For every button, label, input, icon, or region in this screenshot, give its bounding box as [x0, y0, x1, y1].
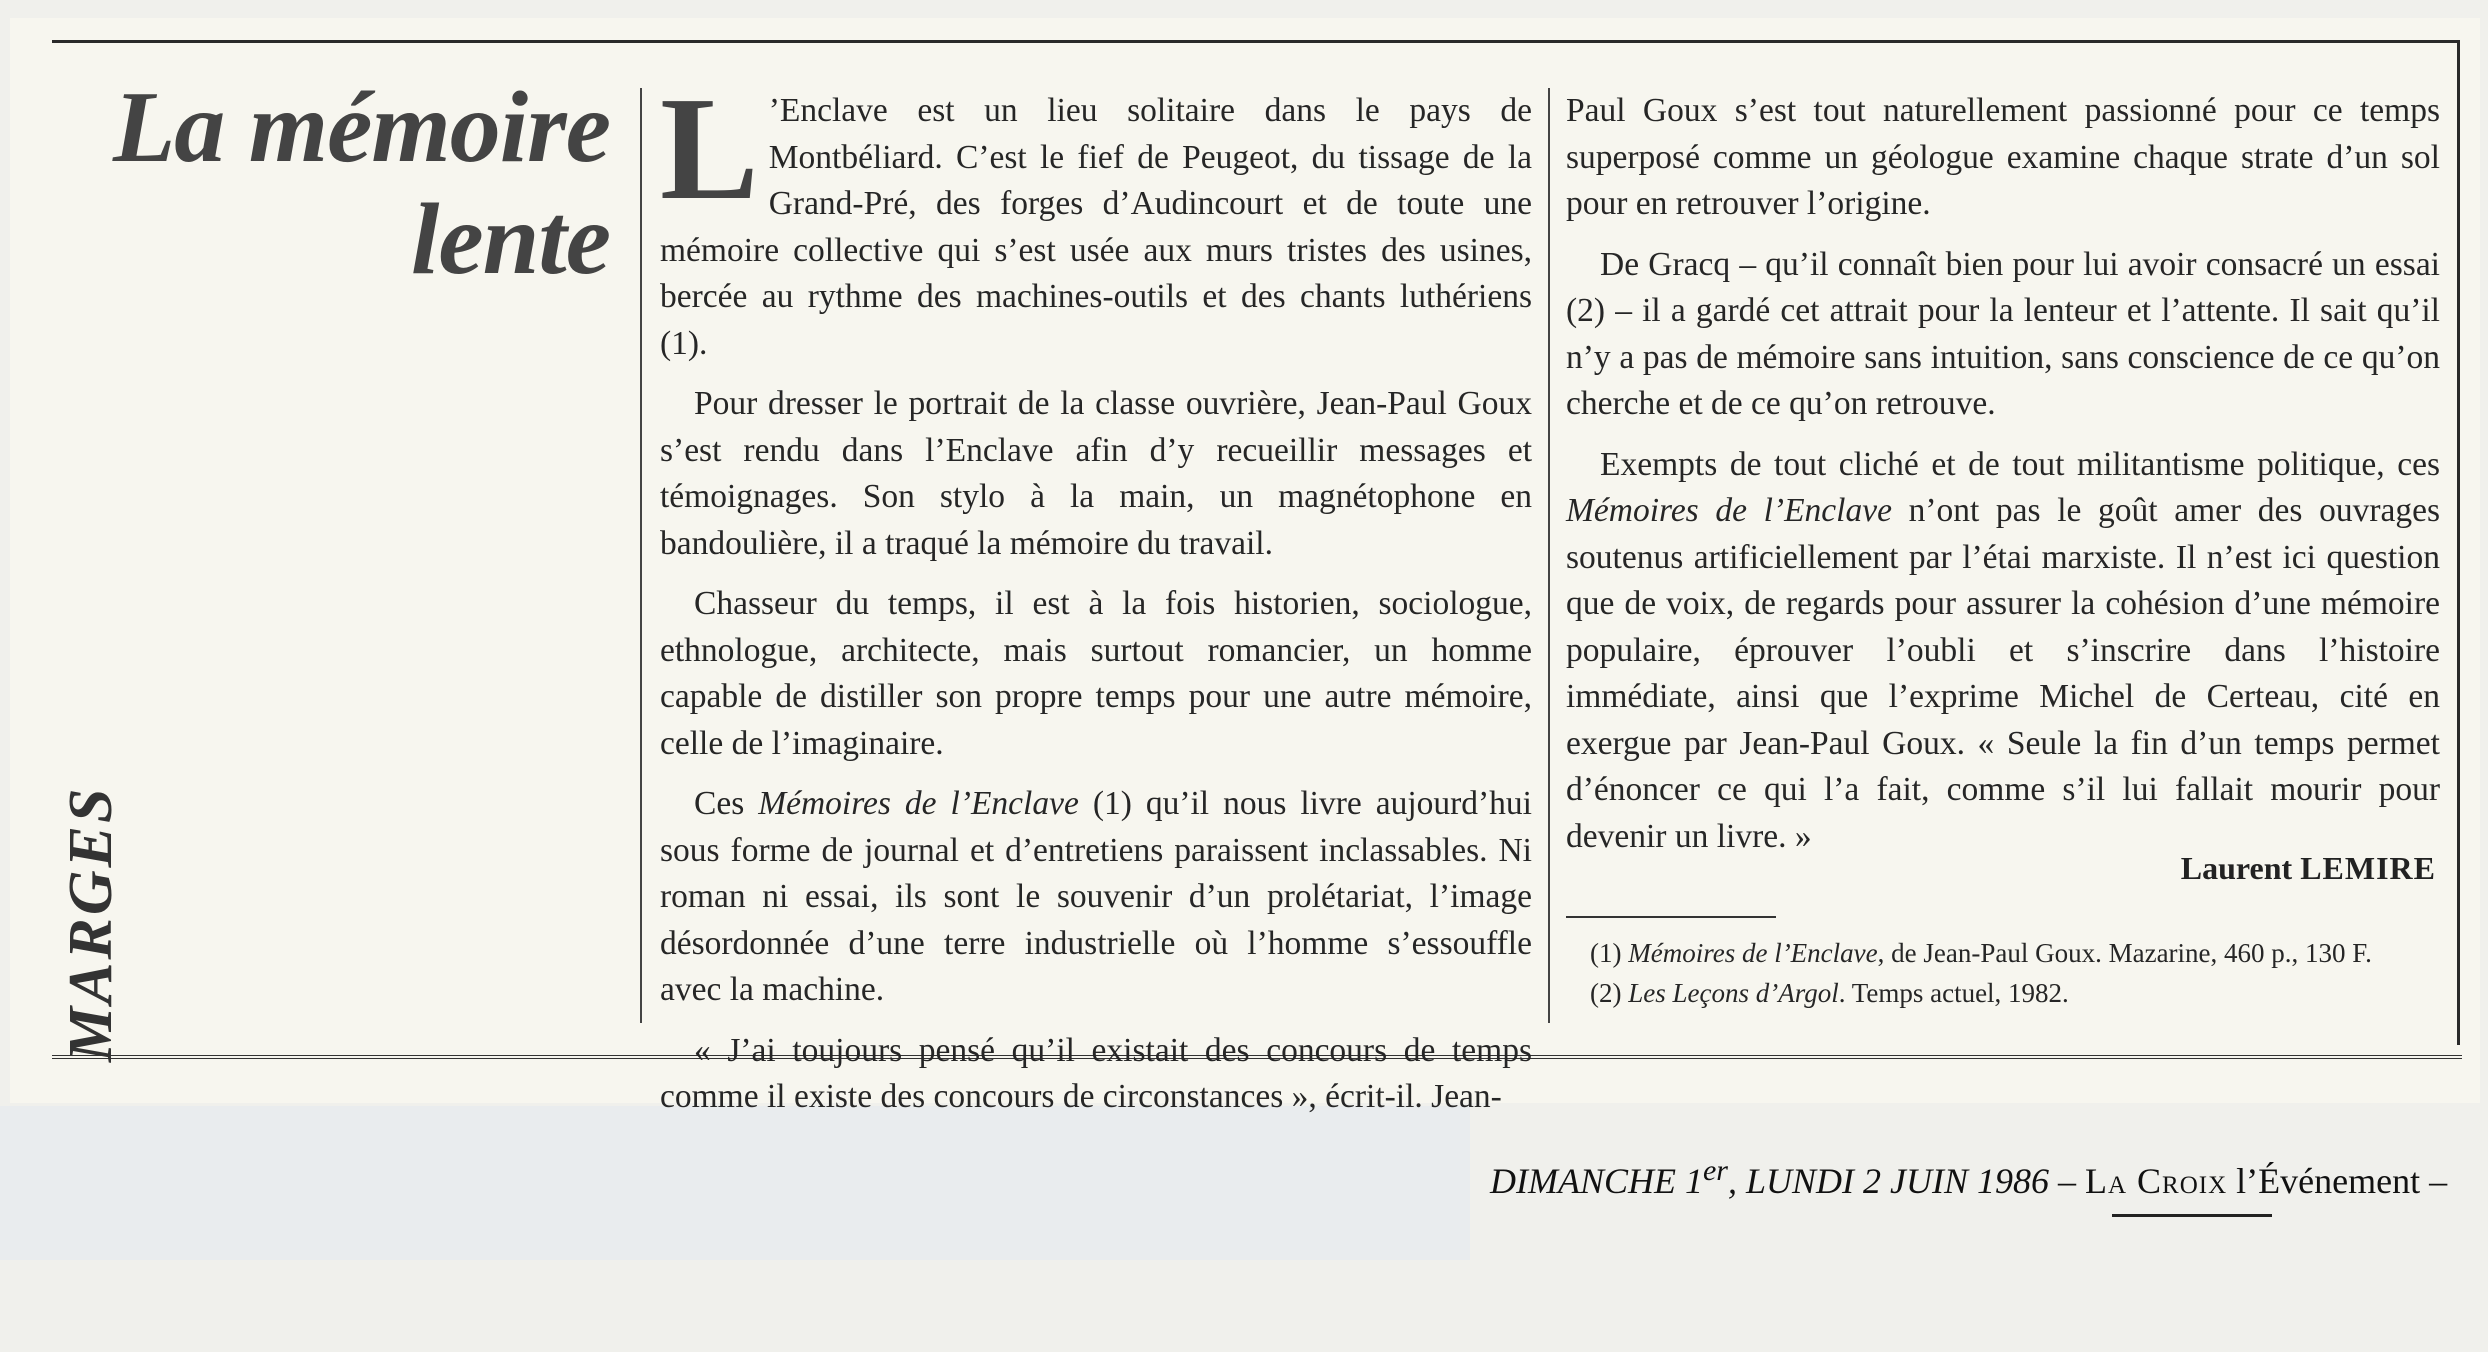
paragraph: Pour dresser le portrait de la classe ouvrière, Jean-Paul Goux s’est rendu dans l’Enclave afin d’y recueillir messages et témoignages. Son stylo à la main, un magnétophone en bandoulière, il a traqué la mémoire du travail. [660, 385, 1532, 562]
headline-line-1: La mémoire [112, 71, 610, 184]
article-column-2 [1566, 88, 2440, 874]
book-title: Mémoires de l’Enclave [1566, 492, 1892, 529]
footer-underline [2112, 1214, 2272, 1217]
book-title: Les Leçons d’Argol [1628, 978, 1839, 1008]
book-title: Mémoires de l’Enclave [758, 785, 1079, 822]
date-text: DIMANCHE 1 [1490, 1161, 1703, 1201]
footnote-number: (2) [1590, 978, 1629, 1008]
rubric-label: MARGES [57, 785, 125, 1062]
column-rule-left [640, 88, 642, 1023]
rubric-container [40, 785, 130, 1352]
book-title: Mémoires de l’Enclave [1628, 938, 1878, 968]
paragraph [660, 67, 1532, 367]
headline-line-2: lente [411, 183, 610, 296]
headline [70, 72, 610, 296]
footnote-text: . Temps actuel, 1982. [1838, 978, 2069, 1008]
separator: – [2420, 1161, 2448, 1201]
separator: – [2048, 1161, 2085, 1201]
text-run: Exempts de tout cliché et de tout militantisme politique, ces [1600, 445, 2440, 483]
paragraph: De Gracq – qu’il connaît bien pour lui avoir consacré un essai (2) – il a gardé cet attrait pour la lenteur et l’attente. Il sait qu’il n’y a pas de mémoire sans intuition, sans conscience de ce qu’on cherche et de ce qu’on retrouve. [1566, 245, 2440, 422]
footnote-1 [1590, 933, 2450, 973]
publication-name: La Croix [2084, 1161, 2228, 1201]
paragraph-text: ’Enclave est un lieu solitaire dans le pays de Montbéliard. C’est le fief de Peugeot, du tissage de la Grand-Pré, des forges d’Audincourt et de toute une mémoire collective qui s’est usée aux murs tristes des usines, bercée au rythme des machines-outils et des chants luthériens (1). [660, 92, 1532, 362]
drop-cap: L [660, 67, 759, 231]
paragraph: « J’ai toujours pensé qu’il existait des concours de temps comme il existe des concours de circonstances », écrit-il. Jean- [660, 1031, 1532, 1115]
publication-footer [1490, 1148, 2450, 1204]
author-first-name: Laurent [2180, 850, 2293, 886]
column-rule-right [1548, 88, 1550, 1023]
text-run: Ces [694, 785, 759, 822]
paragraph: Paul Goux s’est tout naturellement passionné pour ce temps superposé comme un géologue examine chaque strate d’un sol pour en retrouver l’origine. [1566, 92, 2440, 222]
footnote-rule [1566, 916, 1776, 918]
footnote-number: (1) [1590, 938, 1629, 968]
article-column-1 [660, 67, 1532, 1135]
date-superscript: er [1702, 1154, 1728, 1187]
footnote-text: , de Jean-Paul Goux. Mazarine, 460 p., 130 F. [1877, 938, 2372, 968]
paragraph: Chasseur du temps, il est à la fois historien, sociologue, ethnologue, architecte, mais surtout romancier, un homme capable de distiller son propre temps pour une autre mémoire, celle de l’imaginaire. [660, 585, 1532, 762]
author-last-name: LEMIRE [2300, 850, 2436, 886]
text-run: n’ont pas le goût amer des ouvrages soutenus artificiellement par l’étai marxiste. Il n’est ici question que de voix, de regards pour assurer la cohésion d’une mémoire populaire, éprouver l’oubli et s’inscrire dans l’histoire immédiate, ainsi que l’exprime Michel de Certeau, cité en exergue par Jean-Paul Goux. « Seule la fin d’un temps permet d’énoncer ce qui l’a fait, comme s’il lui fallait mourir pour devenir un livre. » [1566, 492, 2441, 855]
text-run: (1) qu’il nous livre aujourd’hui sous forme de journal et d’entretiens paraissent inclassables. Ni roman ni essai, ils sont le souvenir d’un prolétariat, l’image désordonnée d’une terre industrielle où l’homme s’essouffle avec la machine. [660, 785, 1532, 1008]
date-text: , LUNDI 2 JUIN 1986 [1727, 1161, 2049, 1201]
issue-date [1490, 1154, 2049, 1201]
paragraph [1566, 442, 2440, 861]
publication-suffix: l’Événement [2227, 1161, 2421, 1201]
paragraph [660, 781, 1532, 1014]
author-signature [1566, 848, 2436, 888]
footnote-2 [1590, 973, 2450, 1013]
footnotes [1590, 933, 2450, 1013]
